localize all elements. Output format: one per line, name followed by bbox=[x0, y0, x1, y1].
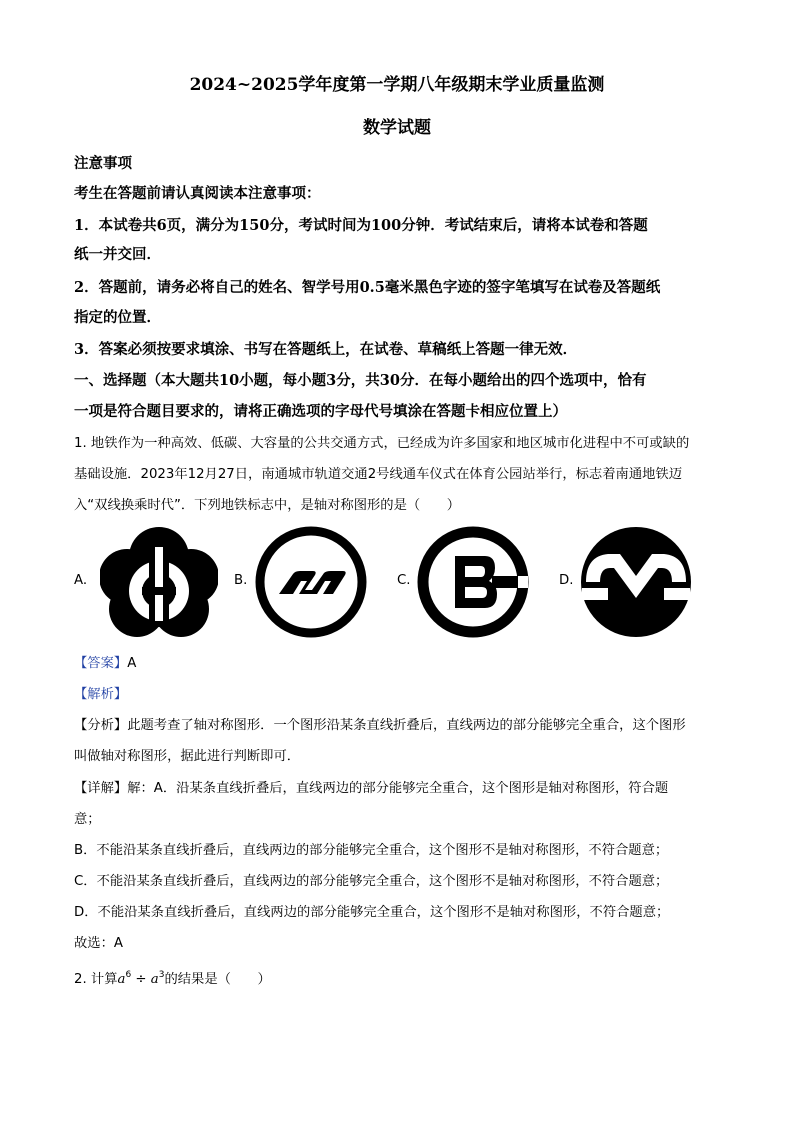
notice-item-1: 1．本试卷共6页，满分为150分，考试时间为100分钟．考试结束后，请将本试卷和答题 bbox=[74, 217, 648, 234]
notice-item-3: 3．答案必须按要求填涂、书写在答题纸上，在试卷、草稿纸上答题一律无效． bbox=[74, 341, 578, 358]
page-subtitle: 数学试题 bbox=[363, 118, 431, 138]
answer-line bbox=[74, 652, 136, 671]
analysis-tag: 【解析】 bbox=[74, 687, 128, 702]
q2-var-1: a bbox=[117, 972, 126, 987]
detail-line-1 bbox=[74, 777, 668, 796]
q2-line bbox=[74, 968, 271, 987]
detail-d: D．不能沿某条直线折叠后，直线两边的部分能够完全重合，这个图形不是轴对称图形，不符合题意； bbox=[74, 905, 670, 920]
fenxi-tag: 【分析】 bbox=[74, 718, 128, 733]
q1-line-1: 1. 地铁作为一种高效、低碳、大容量的公共交通方式，已经成为许多国家和地区城市化进程中不可或缺的 bbox=[74, 436, 690, 451]
notice-item-2-cont: 指定的位置． bbox=[74, 309, 161, 326]
option-c-label: C. bbox=[397, 573, 411, 588]
section-heading-line1: 一、选择题（本大题共10小题，每小题3分，共30分．在每小题给出的四个选项中，恰有 bbox=[74, 372, 647, 389]
nanjing-metro-logo-icon bbox=[100, 527, 218, 639]
fenxi-text-1: 此题考查了轴对称图形．一个图形沿某条直线折叠后，直线两边的部分能够完全重合，这个图形 bbox=[127, 718, 686, 733]
answer-tag: 【答案】 bbox=[74, 656, 128, 671]
q2-suffix: 的结果是（ ） bbox=[164, 972, 271, 987]
q2-prefix: 2. 计算 bbox=[74, 972, 118, 987]
q1-line-3: 入“双线换乘时代”．下列地铁标志中，是轴对称图形的是（ ） bbox=[74, 498, 461, 513]
notice-intro: 考生在答题前请认真阅读本注意事项： bbox=[74, 185, 321, 202]
beijing-subway-logo-icon bbox=[417, 526, 529, 638]
fenxi-line-2: 叫做轴对称图形，据此进行判断即可． bbox=[74, 749, 301, 764]
section-heading-line2: 一项是符合题目要求的，请将正确选项的字母代号填涂在答题卡相应位置上） bbox=[74, 403, 567, 420]
detail-text-1: 解：A．沿某条直线折叠后，直线两边的部分能够完全重合，这个图形是轴对称图形，符合题 bbox=[127, 781, 669, 796]
q2-var-2: a bbox=[150, 972, 159, 987]
notice-item-1-cont: 纸一并交回． bbox=[74, 246, 161, 263]
detail-line-2: 意； bbox=[74, 812, 101, 827]
q2-op: ÷ bbox=[131, 972, 151, 987]
shanghai-metro-logo-icon bbox=[580, 526, 692, 638]
nantong-metro-logo-icon bbox=[255, 526, 367, 638]
option-d-label: D. bbox=[559, 573, 574, 588]
q1-line-2: 基础设施．2023年12月27日，南通城市轨道交通2号线通车仪式在体育公园站举行，标志着南通地铁迈 bbox=[74, 467, 683, 482]
option-a-label: A. bbox=[74, 573, 88, 588]
notice-item-2: 2．答题前，请务必将自己的姓名、智学号用0.5毫米黑色字迹的签字笔填写在试卷及答题纸 bbox=[74, 279, 661, 296]
fenxi-line-1 bbox=[74, 714, 686, 733]
option-b-label: B. bbox=[234, 573, 248, 588]
conclusion: 故选：A bbox=[74, 936, 123, 951]
q2-exp-2: 3 bbox=[158, 970, 165, 980]
detail-c: C．不能沿某条直线折叠后，直线两边的部分能够完全重合，这个图形不是轴对称图形，不符合题意； bbox=[74, 874, 669, 889]
page-title: 2024~2025学年度第一学期八年级期末学业质量监测 bbox=[189, 75, 605, 95]
detail-b: B．不能沿某条直线折叠后，直线两边的部分能够完全重合，这个图形不是轴对称图形，不符合题意； bbox=[74, 843, 669, 858]
notice-heading: 注意事项 bbox=[74, 155, 132, 172]
detail-tag: 【详解】 bbox=[74, 781, 128, 796]
q2-exp-1: 6 bbox=[125, 970, 132, 980]
answer-value: A bbox=[127, 656, 137, 671]
